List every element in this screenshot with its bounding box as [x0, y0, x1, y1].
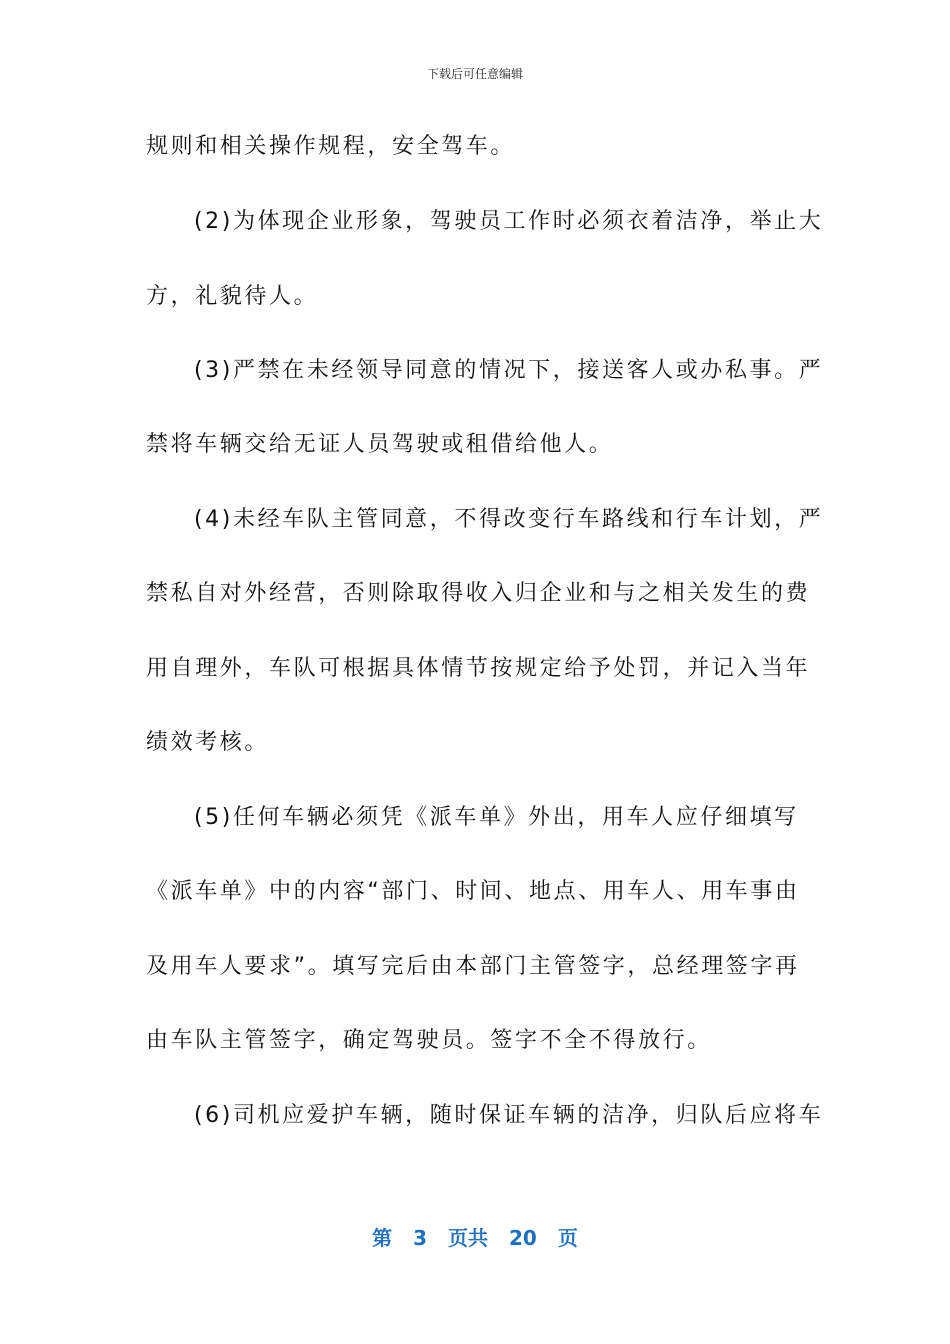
text-line: (4)未经车队主管同意，不得改变行车路线和行车计划，严 — [194, 507, 824, 532]
text-line: 《派车单》中的内容“部门、时间、地点、用车人、用车事由 — [146, 879, 800, 904]
page-total: 20 — [509, 1226, 537, 1250]
text-line: (2)为体现企业形象，驾驶员工作时必须衣着洁净，举止大 — [194, 209, 824, 234]
text-line: 规则和相关操作规程，安全驾车。 — [146, 134, 516, 159]
page-label-mid: 页共 — [448, 1226, 489, 1250]
text-line: (6)司机应爱护车辆，随时保证车辆的洁净，归队后应将车 — [194, 1103, 824, 1128]
text-line: 绩效考核。 — [146, 730, 270, 755]
text-line: 方，礼貌待人。 — [146, 284, 319, 309]
text-line: 及用车人要求”。填写完后由本部门主管签字，总经理签字再 — [146, 954, 800, 979]
text-line: 用自理外，车队可根据具体情节按规定给予处罚，并记入当年 — [146, 656, 811, 681]
page-header: 下载后可任意编辑 — [426, 67, 523, 81]
text-line: 禁将车辆交给无证人员驾驶或租借给他人。 — [146, 432, 614, 457]
text-line: (5)任何车辆必须凭《派车单》外出，用车人应仔细填写 — [194, 805, 799, 830]
text-line: 禁私自对外经营，否则除取得收入归企业和与之相关发生的费 — [146, 581, 811, 606]
page-footer — [0, 1224, 950, 1252]
page-label-suffix: 页 — [557, 1226, 578, 1250]
page-label-prefix: 第 — [372, 1226, 393, 1250]
page-current: 3 — [413, 1226, 428, 1250]
text-line: 由车队主管签字，确定驾驶员。签字不全不得放行。 — [146, 1028, 712, 1053]
text-line: (3)严禁在未经领导同意的情况下，接送客人或办私事。严 — [194, 358, 824, 383]
